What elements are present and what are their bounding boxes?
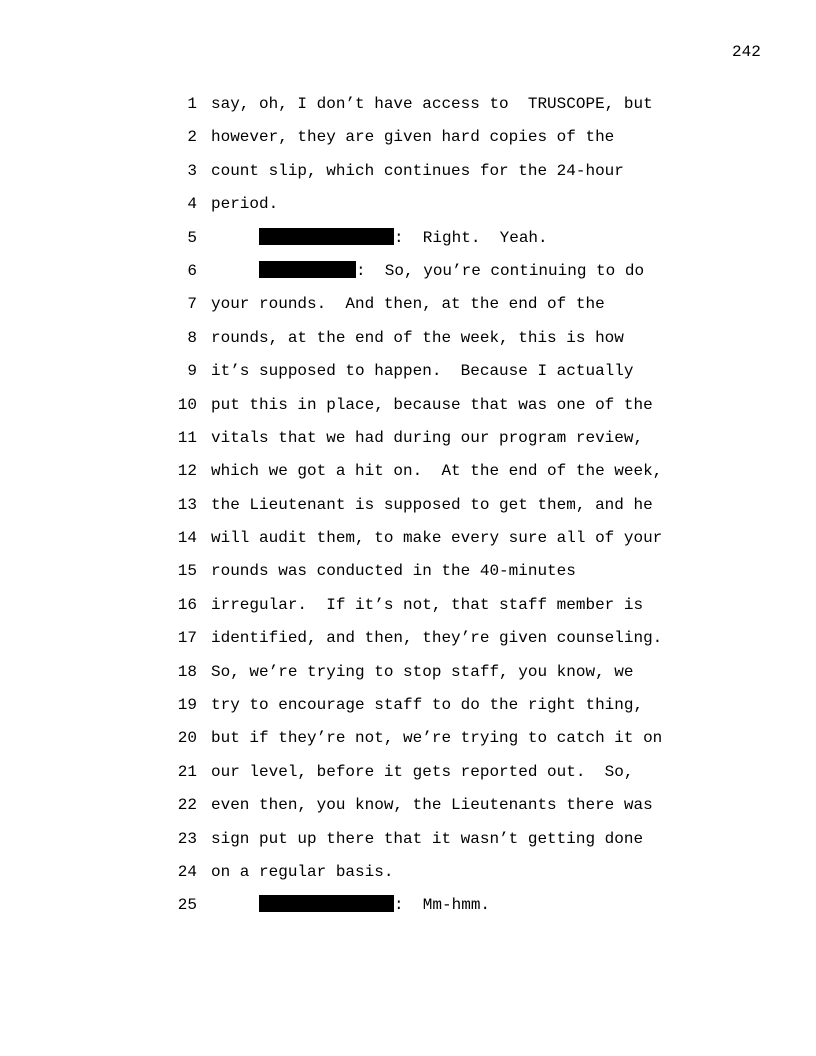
line-number: 16 bbox=[177, 595, 197, 614]
page-number: 242 bbox=[732, 43, 761, 61]
line-number: 24 bbox=[177, 862, 197, 881]
speaker-turn bbox=[259, 895, 490, 915]
line-number: 18 bbox=[177, 662, 197, 681]
line-text: the Lieutenant is supposed to get them, and he bbox=[211, 495, 653, 514]
line-number: 11 bbox=[177, 428, 197, 447]
speaker-line bbox=[0, 261, 816, 294]
line-text: vitals that we had during our program review, bbox=[211, 428, 644, 447]
line-number: 10 bbox=[177, 395, 197, 414]
speaker-utterance: : Right. Yeah. bbox=[394, 228, 548, 247]
transcript-line bbox=[0, 161, 816, 194]
redacted-speaker-name bbox=[259, 261, 356, 278]
transcript-body bbox=[0, 94, 816, 929]
line-number: 20 bbox=[177, 729, 197, 748]
line-text: count slip, which continues for the 24-hour bbox=[211, 161, 624, 180]
transcript-line bbox=[0, 628, 816, 661]
transcript-line bbox=[0, 662, 816, 695]
speaker-utterance: : Mm-hmm. bbox=[394, 896, 491, 915]
line-text: say, oh, I don’t have access to TRUSCOPE, but bbox=[211, 95, 653, 113]
line-text: even then, you know, the Lieutenants there was bbox=[211, 796, 653, 815]
line-number: 21 bbox=[177, 762, 197, 781]
line-text: it’s supposed to happen. Because I actually bbox=[211, 362, 634, 381]
transcript-line bbox=[0, 862, 816, 895]
speaker-line bbox=[0, 228, 816, 261]
speaker-turn bbox=[259, 228, 548, 248]
transcript-line bbox=[0, 728, 816, 761]
line-text: irregular. If it’s not, that staff member is bbox=[211, 595, 644, 614]
line-number: 15 bbox=[177, 562, 197, 581]
line-number: 12 bbox=[177, 462, 197, 481]
line-text: our level, before it gets reported out. So, bbox=[211, 762, 634, 781]
transcript-line bbox=[0, 528, 816, 561]
speaker-turn bbox=[259, 261, 644, 281]
line-number: 6 bbox=[187, 261, 197, 280]
transcript-line bbox=[0, 361, 816, 394]
transcript-line bbox=[0, 428, 816, 461]
line-text: but if they’re not, we’re trying to catch it on bbox=[211, 729, 663, 748]
line-text: however, they are given hard copies of the bbox=[211, 128, 615, 147]
line-number: 14 bbox=[177, 529, 197, 548]
transcript-line bbox=[0, 829, 816, 862]
redacted-speaker-name bbox=[259, 228, 394, 245]
transcript-line bbox=[0, 695, 816, 728]
line-number: 7 bbox=[187, 295, 197, 314]
speaker-utterance: : So, you’re continuing to do bbox=[356, 261, 645, 280]
line-text: try to encourage staff to do the right thing, bbox=[211, 696, 644, 715]
transcript-line bbox=[0, 461, 816, 494]
line-number: 2 bbox=[187, 128, 197, 147]
transcript-line bbox=[0, 561, 816, 594]
line-text: which we got a hit on. At the end of the week, bbox=[211, 462, 663, 481]
line-number: 4 bbox=[187, 195, 197, 214]
line-number: 13 bbox=[177, 495, 197, 514]
line-number: 22 bbox=[177, 796, 197, 815]
transcript-line bbox=[0, 795, 816, 828]
line-number: 3 bbox=[187, 161, 197, 180]
line-text: period. bbox=[211, 195, 279, 214]
line-number: 8 bbox=[187, 328, 197, 347]
line-number: 9 bbox=[187, 362, 197, 381]
transcript-line bbox=[0, 94, 816, 127]
line-number: 5 bbox=[187, 228, 197, 247]
line-text: rounds was conducted in the 40-minutes bbox=[211, 562, 576, 581]
line-text: sign put up there that it wasn’t getting done bbox=[211, 829, 644, 848]
line-number: 19 bbox=[177, 696, 197, 715]
line-number: 1 bbox=[187, 95, 197, 113]
transcript-line bbox=[0, 127, 816, 160]
transcript-line bbox=[0, 595, 816, 628]
transcript-line bbox=[0, 762, 816, 795]
transcript-line bbox=[0, 194, 816, 227]
line-text: So, we’re trying to stop staff, you know, we bbox=[211, 662, 634, 681]
line-text: your rounds. And then, at the end of the bbox=[211, 295, 605, 314]
line-number: 23 bbox=[177, 829, 197, 848]
speaker-line bbox=[0, 895, 816, 928]
line-number: 17 bbox=[177, 629, 197, 648]
transcript-line bbox=[0, 395, 816, 428]
line-text: on a regular basis. bbox=[211, 862, 394, 881]
transcript-line bbox=[0, 328, 816, 361]
line-text: rounds, at the end of the week, this is how bbox=[211, 328, 624, 347]
transcript-line bbox=[0, 495, 816, 528]
line-text: identified, and then, they’re given counseling. bbox=[211, 629, 663, 648]
transcript-line bbox=[0, 294, 816, 327]
line-text: put this in place, because that was one of the bbox=[211, 395, 653, 414]
redacted-speaker-name bbox=[259, 895, 394, 912]
line-number: 25 bbox=[177, 896, 197, 915]
line-text: will audit them, to make every sure all of your bbox=[211, 529, 663, 548]
